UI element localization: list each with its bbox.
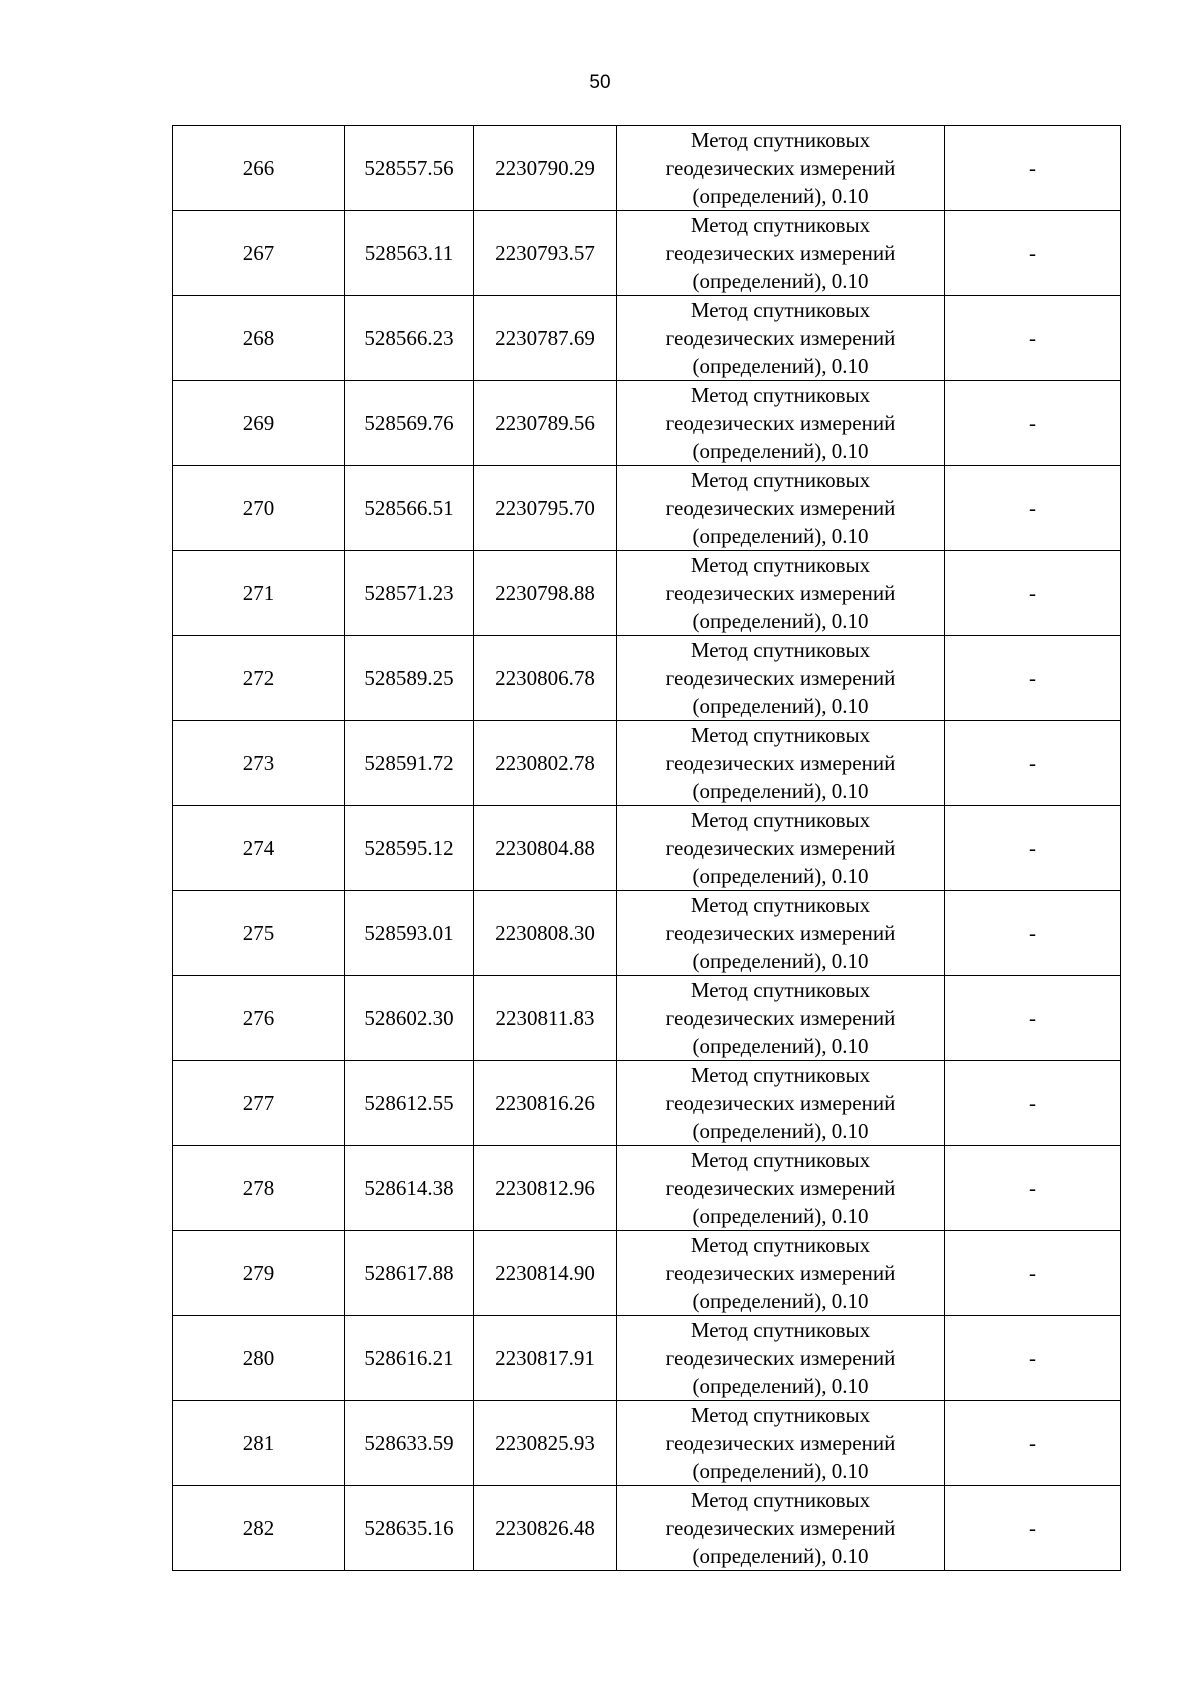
method-cell [617,551,945,636]
coordinate-y-cell: 2230811.83 [474,976,617,1061]
method-text-line: (определений), 0.10 [692,694,869,718]
method-text-line: (определений), 0.10 [692,524,869,548]
table-row [173,636,1121,721]
coordinate-y-cell: 2230808.30 [474,891,617,976]
method-text-line: геодезических измерений [665,1431,896,1455]
table-row [173,211,1121,296]
note-cell: - [945,806,1121,891]
point-number-cell: 275 [173,891,345,976]
table-row [173,806,1121,891]
point-number-cell: 272 [173,636,345,721]
coordinate-x-cell: 528616.21 [345,1316,474,1401]
table-row [173,296,1121,381]
method-text-line: Метод спутниковых [690,893,871,917]
method-cell [617,296,945,381]
method-text-line: (определений), 0.10 [692,609,869,633]
method-text-line: (определений), 0.10 [692,1459,869,1483]
note-cell: - [945,1231,1121,1316]
method-cell [617,1486,945,1571]
table-row [173,126,1121,211]
note-cell: - [945,891,1121,976]
coordinate-y-cell: 2230825.93 [474,1401,617,1486]
method-text-line: (определений), 0.10 [692,1544,869,1568]
method-text-line: геодезических измерений [665,411,896,435]
note-cell: - [945,466,1121,551]
method-cell [617,1146,945,1231]
point-number-cell: 266 [173,126,345,211]
table-row [173,976,1121,1061]
coordinate-y-cell: 2230798.88 [474,551,617,636]
coordinate-x-cell: 528602.30 [345,976,474,1061]
coordinate-x-cell: 528595.12 [345,806,474,891]
method-text-line: Метод спутниковых [690,1403,871,1427]
coordinate-x-cell: 528612.55 [345,1061,474,1146]
method-text-line: (определений), 0.10 [692,354,869,378]
method-text-line: Метод спутниковых [690,128,871,152]
coordinate-y-cell: 2230787.69 [474,296,617,381]
method-text-line: геодезических измерений [665,1176,896,1200]
point-number-cell: 281 [173,1401,345,1486]
coordinate-x-cell: 528571.23 [345,551,474,636]
table-row [173,1146,1121,1231]
note-cell: - [945,976,1121,1061]
method-text-line: Метод спутниковых [690,213,871,237]
method-text-line: Метод спутниковых [690,1063,871,1087]
method-cell [617,1316,945,1401]
method-text-line: геодезических измерений [665,156,896,180]
coordinate-y-cell: 2230789.56 [474,381,617,466]
method-cell [617,1401,945,1486]
method-text-line: (определений), 0.10 [692,949,869,973]
note-cell: - [945,1486,1121,1571]
coordinate-x-cell: 528593.01 [345,891,474,976]
coordinates-table [172,125,1121,1571]
coordinate-x-cell: 528591.72 [345,721,474,806]
method-cell [617,466,945,551]
method-text-line: (определений), 0.10 [692,439,869,463]
point-number-cell: 274 [173,806,345,891]
method-cell [617,891,945,976]
method-cell [617,636,945,721]
note-cell: - [945,1061,1121,1146]
table-row [173,466,1121,551]
method-text-line: Метод спутниковых [690,978,871,1002]
coordinate-y-cell: 2230793.57 [474,211,617,296]
method-cell [617,126,945,211]
note-cell: - [945,721,1121,806]
coordinate-x-cell: 528633.59 [345,1401,474,1486]
coordinate-y-cell: 2230804.88 [474,806,617,891]
note-cell: - [945,1146,1121,1231]
coordinate-y-cell: 2230795.70 [474,466,617,551]
note-cell: - [945,551,1121,636]
method-text-line: геодезических измерений [665,1091,896,1115]
point-number-cell: 271 [173,551,345,636]
point-number-cell: 273 [173,721,345,806]
method-cell [617,1231,945,1316]
method-cell [617,976,945,1061]
method-text-line: Метод спутниковых [690,1148,871,1172]
coordinate-x-cell: 528635.16 [345,1486,474,1571]
table-row [173,721,1121,806]
coordinate-y-cell: 2230812.96 [474,1146,617,1231]
coordinate-x-cell: 528569.76 [345,381,474,466]
point-number-cell: 267 [173,211,345,296]
table-row [173,1486,1121,1571]
coordinate-x-cell: 528589.25 [345,636,474,721]
note-cell: - [945,126,1121,211]
table-row [173,551,1121,636]
point-number-cell: 278 [173,1146,345,1231]
method-text-line: геодезических измерений [665,1516,896,1540]
coordinate-y-cell: 2230817.91 [474,1316,617,1401]
method-cell [617,211,945,296]
table-row [173,1316,1121,1401]
method-text-line: геодезических измерений [665,496,896,520]
method-text-line: (определений), 0.10 [692,269,869,293]
point-number-cell: 268 [173,296,345,381]
coordinate-y-cell: 2230826.48 [474,1486,617,1571]
method-text-line: геодезических измерений [665,666,896,690]
method-text-line: Метод спутниковых [690,808,871,832]
point-number-cell: 282 [173,1486,345,1571]
note-cell: - [945,636,1121,721]
coordinate-y-cell: 2230814.90 [474,1231,617,1316]
point-number-cell: 277 [173,1061,345,1146]
table-row [173,1061,1121,1146]
method-text-line: Метод спутниковых [690,723,871,747]
method-cell [617,1061,945,1146]
method-text-line: геодезических измерений [665,581,896,605]
note-cell: - [945,1401,1121,1486]
coordinate-y-cell: 2230790.29 [474,126,617,211]
note-cell: - [945,296,1121,381]
method-text-line: Метод спутниковых [690,638,871,662]
coordinate-x-cell: 528557.56 [345,126,474,211]
method-text-line: геодезических измерений [665,1346,896,1370]
point-number-cell: 279 [173,1231,345,1316]
method-text-line: Метод спутниковых [690,553,871,577]
method-text-line: Метод спутниковых [690,383,871,407]
method-text-line: Метод спутниковых [690,468,871,492]
method-cell [617,806,945,891]
method-text-line: геодезических измерений [665,836,896,860]
method-text-line: (определений), 0.10 [692,1034,869,1058]
note-cell: - [945,381,1121,466]
point-number-cell: 270 [173,466,345,551]
table-row [173,891,1121,976]
method-cell [617,381,945,466]
coordinate-y-cell: 2230802.78 [474,721,617,806]
method-text-line: Метод спутниковых [690,1233,871,1257]
method-text-line: (определений), 0.10 [692,1119,869,1143]
coordinate-x-cell: 528614.38 [345,1146,474,1231]
coordinates-table-body [173,126,1121,1571]
method-cell [617,721,945,806]
page-number: 50 [589,72,611,93]
method-text-line: (определений), 0.10 [692,1374,869,1398]
table-row [173,1231,1121,1316]
coordinate-x-cell: 528566.23 [345,296,474,381]
method-text-line: Метод спутниковых [690,1488,871,1512]
method-text-line: геодезических измерений [665,751,896,775]
method-text-line: геодезических измерений [665,921,896,945]
method-text-line: (определений), 0.10 [692,779,869,803]
method-text-line: геодезических измерений [665,1261,896,1285]
coordinate-x-cell: 528563.11 [345,211,474,296]
point-number-cell: 269 [173,381,345,466]
method-text-line: (определений), 0.10 [692,1204,869,1228]
point-number-cell: 276 [173,976,345,1061]
note-cell: - [945,1316,1121,1401]
method-text-line: геодезических измерений [665,241,896,265]
method-text-line: (определений), 0.10 [692,184,869,208]
note-cell: - [945,211,1121,296]
coordinate-y-cell: 2230806.78 [474,636,617,721]
table-row [173,1401,1121,1486]
coordinate-x-cell: 528566.51 [345,466,474,551]
method-text-line: геодезических измерений [665,326,896,350]
coordinate-x-cell: 528617.88 [345,1231,474,1316]
method-text-line: Метод спутниковых [690,1318,871,1342]
coordinate-y-cell: 2230816.26 [474,1061,617,1146]
point-number-cell: 280 [173,1316,345,1401]
table-row [173,381,1121,466]
method-text-line: Метод спутниковых [690,298,871,322]
method-text-line: геодезических измерений [665,1006,896,1030]
method-text-line: (определений), 0.10 [692,1289,869,1313]
method-text-line: (определений), 0.10 [692,864,869,888]
